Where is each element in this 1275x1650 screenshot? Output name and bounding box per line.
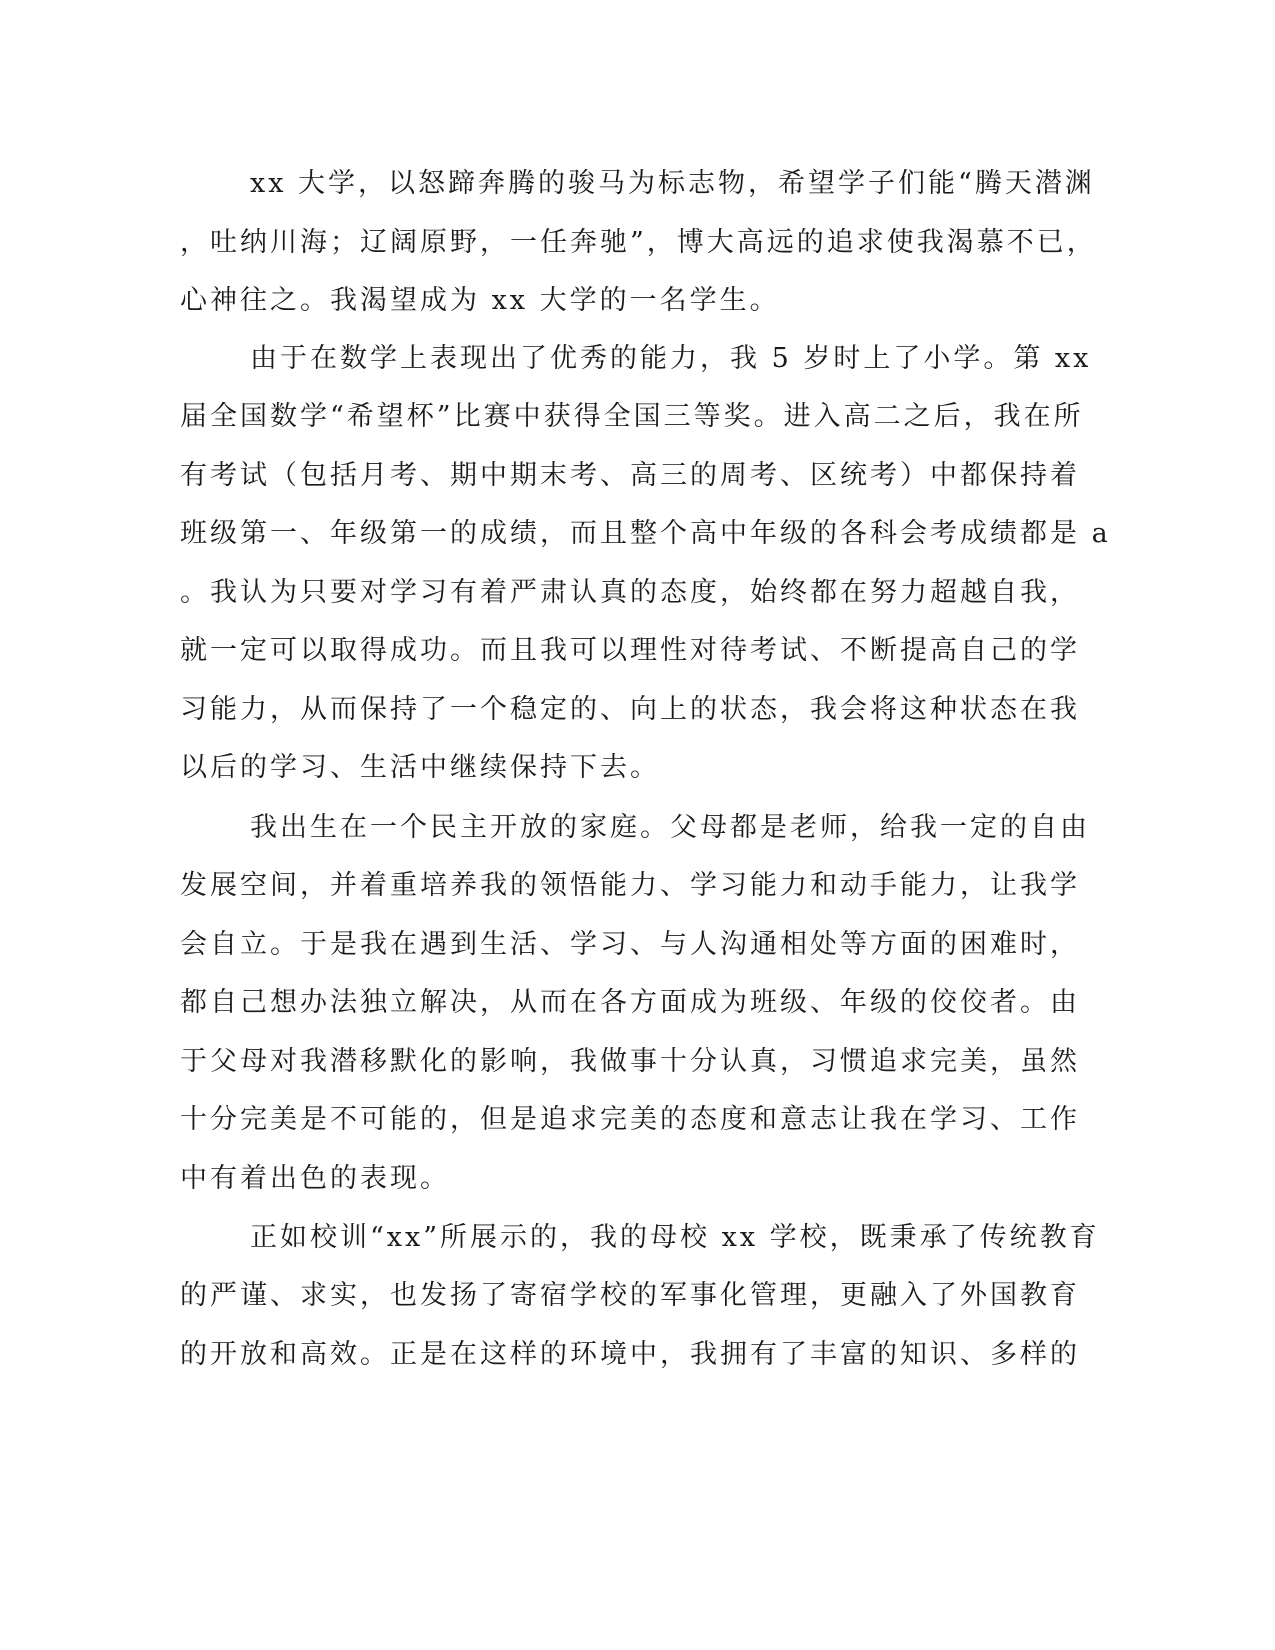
paragraph-3-line-7: 中有着出色的表现。 [180,1163,450,1194]
paragraph-3-line-2: 发展空间，并着重培养我的领悟能力、学习能力和动手能力，让我学 [180,870,1080,901]
paragraph-3-line-1: 我出生在一个民主开放的家庭。父母都是老师，给我一定的自由 [250,812,1090,843]
paragraph-2-line-7: 习能力，从而保持了一个稳定的、向上的状态，我会将这种状态在我 [180,694,1080,725]
paragraph-4-line-2: 的严谨、求实，也发扬了寄宿学校的军事化管理，更融入了外国教育 [180,1280,1080,1311]
paragraph-3-line-5: 于父母对我潜移默化的影响，我做事十分认真，习惯追求完美，虽然 [180,1046,1080,1077]
paragraph-2-line-1: 由于在数学上表现出了优秀的能力，我 5 岁时上了小学。第 xx [250,343,1092,374]
paragraph-2-line-4: 班级第一、年级第一的成绩，而且整个高中年级的各科会考成绩都是 a [180,518,1111,549]
paragraph-2-line-5: 。我认为只要对学习有着严肃认真的态度，始终都在努力超越自我， [180,577,1080,608]
paragraph-3-line-3: 会自立。于是我在遇到生活、学习、与人沟通相处等方面的困难时， [180,929,1080,960]
paragraph-1-line-3: 心神往之。我渴望成为 xx 大学的一名学生。 [180,285,780,316]
paragraph-1-line-1: xx 大学，以怒蹄奔腾的骏马为标志物，希望学子们能“腾天潜渊 [250,168,1095,199]
paragraph-2-line-6: 就一定可以取得成功。而且我可以理性对待考试、不断提高自己的学 [180,635,1080,666]
paragraph-3-line-6: 十分完美是不可能的，但是追求完美的态度和意志让我在学习、工作 [180,1104,1080,1135]
paragraph-3-line-4: 都自己想办法独立解决，从而在各方面成为班级、年级的佼佼者。由 [180,987,1080,1018]
paragraph-2-line-3: 有考试（包括月考、期中期末考、高三的周考、区统考）中都保持着 [180,460,1080,491]
paragraph-4-line-1: 正如校训“xx”所展示的，我的母校 xx 学校，既秉承了传统教育 [250,1222,1100,1253]
paragraph-2-line-8: 以后的学习、生活中继续保持下去。 [180,752,660,783]
paragraph-2-line-2: 届全国数学“希望杯”比赛中获得全国三等奖。进入高二之后，我在所 [180,401,1084,432]
paragraph-4-line-3: 的开放和高效。正是在这样的环境中，我拥有了丰富的知识、多样的 [180,1339,1080,1370]
paragraph-1-line-2: ，吐纳川海；辽阔原野，一任奔驰”，博大高远的追求使我渴慕不已， [180,227,1097,258]
